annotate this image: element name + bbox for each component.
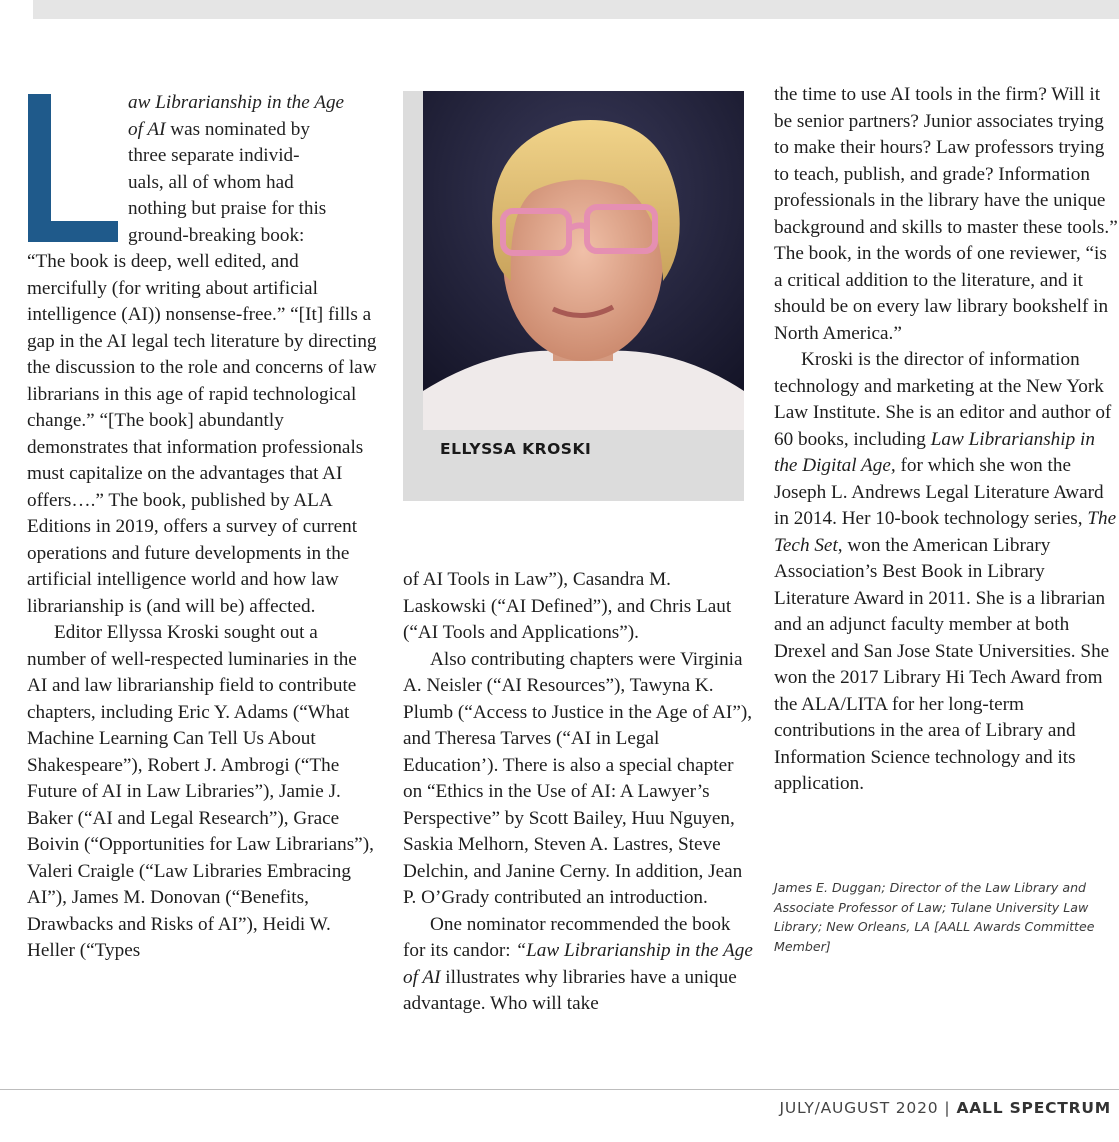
drop-cap-l xyxy=(28,94,118,242)
intro-wrap-text xyxy=(128,90,378,249)
footer-issue: JULY/AUGUST 2020 xyxy=(779,1099,939,1117)
column-1 xyxy=(27,249,377,965)
col3-paragraph-2 xyxy=(774,347,1119,798)
col3-p2-part-a: Kroski is the director of information technology and marketing at the New York Law Institute. She is an editor and author of 60 books, including xyxy=(774,349,1112,450)
col3-p2-part-c: , won the American Library Association’s Best Book in Library Literature Award in 2011. She is a librarian and an adjunct faculty member at both Drexel and San Jose State Universities. She won the 2017 Library Hi Tech Award from the ALA/LITA for her long-term contributions in the area of Library and Information Science technology and its application. xyxy=(774,534,1110,794)
col2-paragraph-1: of AI Tools in Law”), Casandra M. Laskowski (“AI Defined”), and Chris Laut (“AI Tools and Applications”). xyxy=(403,569,732,643)
col2-p3-part-a: One nominator recommended the book for its candor: xyxy=(403,913,731,961)
col1-paragraph-2: Editor Ellyssa Kroski sought out a number of well-respected luminaries in the AI and law librarianship field to contribute chapters, including Eric Y. Adams (“What Machine Learning Can Tell Us About Shakespeare”), Robert J. Ambrogi (“The Future of AI in Law Libraries”), Jamie J. Baker (“AI and Legal Research”), Grace Boivin (“Opportunities for Law Librarians”), Valeri Craigle (“Law Libraries Embracing AI”), James M. Donovan (“Benefits, Drawbacks and Risks of AI”), Heidi W. Heller (“Types xyxy=(27,622,374,961)
intro-title-italic-2: of AI xyxy=(128,118,166,140)
footer-separator: | xyxy=(944,1099,951,1117)
column-3 xyxy=(774,82,1119,798)
intro-title-italic: aw Librarianship in the Age xyxy=(128,92,345,113)
intro-line-6: ground-breaking book: xyxy=(128,224,305,246)
footer-rule xyxy=(0,1089,1119,1090)
intro-line-5: nothing but praise for this xyxy=(128,198,327,219)
column-2 xyxy=(403,567,753,1018)
col2-paragraph-3 xyxy=(403,912,753,1018)
col2-p3-italic-title: “Law Librarianship in the Age of AI xyxy=(403,940,753,988)
photo-caption: ELLYSSA KROSKI xyxy=(440,440,592,458)
col3-p2-part-b: for which she won the Joseph L. Andrews Legal Literature Award in 2014. Her 10-book technology series, xyxy=(774,455,1104,529)
intro-line-3: three separate individ- xyxy=(128,145,300,166)
col2-paragraph-2: Also contributing chapters were Virginia A. Neisler (“AI Resources”), Tawyna K. Plumb (“Access to Justice in the Age of AI”), and Theresa Tarves (“AI in Legal Education’). There is also a special chapter on “Ethics in the Use of AI: A Lawyer’s Perspective” by Scott Bailey, Huu Nguyen, Saskia Melhorn, Steven A. Lastres, Steve Delchin, and Janine Cerny. In addition, Jean P. O’Grady contributed an introduction. xyxy=(403,648,753,908)
col3-paragraph-1: the time to use AI tools in the firm? Will it be senior partners? Junior associates trying to make their hours? Law professors trying to teach, publish, and grade? Information professionals in the library have the unique background and skills to master these tools.” The book, in the words of one reviewer, “is a critical addition to the literature, and it should be on every law library bookshelf in North America.” xyxy=(774,84,1118,344)
col1-paragraph-1: “The book is deep, well edited, and mercifully (for writing about artificial intelligence (AI)) nonsense-free.” “[It] fills a gap in the AI legal tech literature by directing the discussion to the role and concerns of law librarians in this age of rapid technological change.” “[The book] abundantly demonstrates that information professionals must capitalize on the advantages that AI offers….” The book, published by ALA Editions in 2019, offers a survey of current operations and future developments in the artificial intelligence world and how law librarianship is (and will be) affected. xyxy=(27,251,377,617)
col3-p2-italic-title-1: Law Librarianship in the Digital Age, xyxy=(774,428,1095,476)
intro-line-2-rest: was nominated by xyxy=(165,118,310,140)
intro-line-4: uals, all of whom had xyxy=(128,171,294,193)
portrait-illustration xyxy=(423,91,744,430)
page-footer xyxy=(779,1099,1111,1117)
top-gray-bar xyxy=(33,0,1119,19)
col3-p2-italic-title-2: The Tech Set xyxy=(774,508,1117,556)
col2-p3-part-b: illustrates why libraries have a unique advantage. Who will take xyxy=(403,966,737,1014)
footer-publication: AALL SPECTRUM xyxy=(956,1099,1111,1117)
author-photo xyxy=(423,91,744,430)
author-signature: James E. Duggan; Director of the Law Library and Associate Professor of Law; Tulane University Law Library; New Orleans, LA [AALL Awards Committee Member] xyxy=(774,880,1095,954)
